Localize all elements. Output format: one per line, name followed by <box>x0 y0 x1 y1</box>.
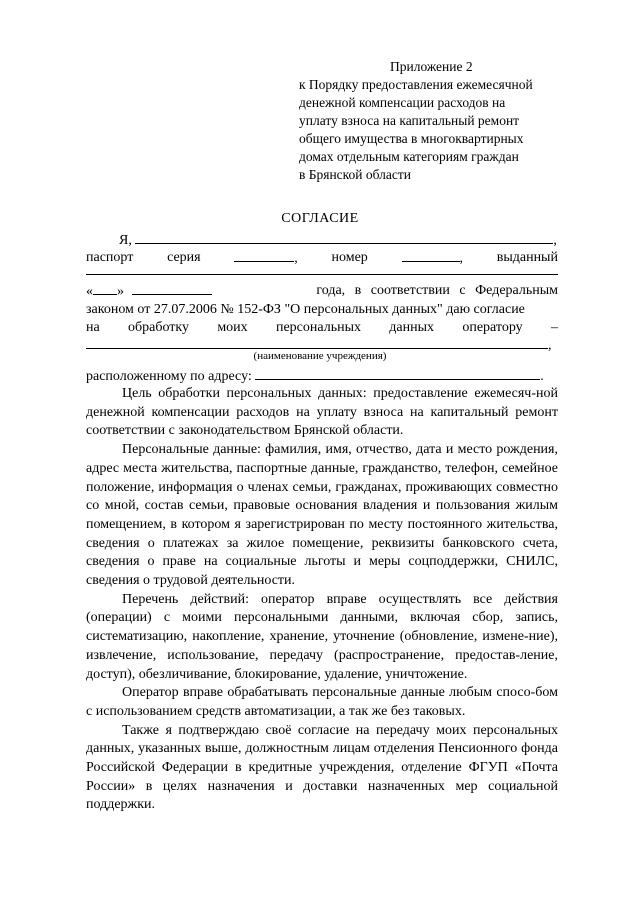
consent-word: – <box>550 320 558 335</box>
consent-word: обработку <box>128 320 190 335</box>
purpose-paragraph: Цель обработки персональных данных: предоставление ежемесяч-ной денежной компенсации расходов на уплату взноса на капитальный ремонт соответствии с законодательством Брянской области. <box>86 386 558 439</box>
appendix-line: к Порядку предоставления ежемесячной <box>299 77 533 92</box>
issued-label: выданный <box>496 250 558 265</box>
institution-caption: (наименование учреждения) <box>253 350 387 362</box>
document-title: СОГЛАСИЕ <box>281 211 359 226</box>
personal-data-paragraph: Персональные данные: фамилия, имя, отчество, дата и место рождения, адрес места жительства, паспортные данные, гражданство, телефон, семейное положение, информация о членах семьи, гражданах, проживающих совместно со мной, состав семьи, правовые основания владения и пользования жилым помещением, в котором я зарегистрирован по месту постоянного жительства, сведения о платежах за жилое помещение, реквизиты банковского счета, сведения о праве на социальные льготы и меры соцподдержки, СНИЛС, сведения о трудовой деятельности. <box>86 442 558 589</box>
ya-label: Я, <box>119 233 132 248</box>
passport-row: паспорт серия , номер , выданный <box>86 250 558 266</box>
appendix-line: в Брянской области <box>299 167 412 182</box>
series-label: серия <box>167 250 201 265</box>
law-line: законом от 27.07.2006 № 152-ФЗ "О персональных данных" даю согласие <box>86 302 525 317</box>
institution-blank[interactable] <box>86 336 548 349</box>
series-blank[interactable] <box>234 249 294 262</box>
address-line: расположенному по адресу: . <box>86 369 544 384</box>
institution-line: , <box>86 336 552 355</box>
appendix-block <box>299 58 569 184</box>
number-blank[interactable] <box>402 249 460 262</box>
address-label: расположенному по адресу: <box>86 369 252 384</box>
consent-row <box>86 319 558 337</box>
consent-word: персональных <box>275 320 361 335</box>
actions-paragraph: Перечень действий: оператор вправе осуществлять все действия (операции) с моими персональными данными, включая сбор, запись, систематизацию, накопление, хранение, уточнение (обновление, измене-ние), извлечение, использование, передачу (распространение, предостав-ление, доступ), обезличивание, блокирование, удаление, уничтожение. <box>86 591 558 682</box>
consent-word: на <box>86 320 100 335</box>
name-line: Я, , <box>119 233 557 248</box>
appendix-line: уплату взноса на капитальный ремонт <box>299 113 520 128</box>
appendix-line: денежной компенсации расходов на <box>299 95 506 110</box>
year-text: года, в соответствии с Федеральным <box>316 283 558 298</box>
issued-by-line <box>86 262 558 281</box>
passport-label: паспорт <box>86 250 134 265</box>
consent-word: данных <box>389 320 435 335</box>
consent-word: моих <box>217 320 248 335</box>
date-line: « » года, в соответствии с Федеральным <box>86 283 558 299</box>
body-paragraphs <box>86 385 558 815</box>
appendix-line: домах отдельным категориям граждан <box>299 149 519 164</box>
transfer-paragraph: Также я подтверждаю своё согласие на передачу моих персональных данных, указанных выше, должностным лицам отделения Пенсионного фонда Российской Федерации в кредитные учреждения, отделение ФГУП «Почта России» в целях назначения и доставки назначенных мер социальной поддержки. <box>86 722 558 813</box>
appendix-line: общего имущества в многоквартирных <box>299 131 524 146</box>
name-blank[interactable] <box>135 231 553 244</box>
consent-word: оператору <box>462 320 523 335</box>
day-blank[interactable] <box>93 282 117 295</box>
issued-by-blank[interactable] <box>86 262 558 275</box>
appendix-number: Приложение 2 <box>390 59 473 74</box>
methods-paragraph: Оператор вправе обрабатывать персональные данные любым спосо-бом с использованием средств автоматизации, а так же без таковых. <box>86 685 558 719</box>
month-year-blank[interactable] <box>132 282 212 295</box>
number-label: номер <box>331 250 368 265</box>
address-blank[interactable] <box>255 367 540 380</box>
